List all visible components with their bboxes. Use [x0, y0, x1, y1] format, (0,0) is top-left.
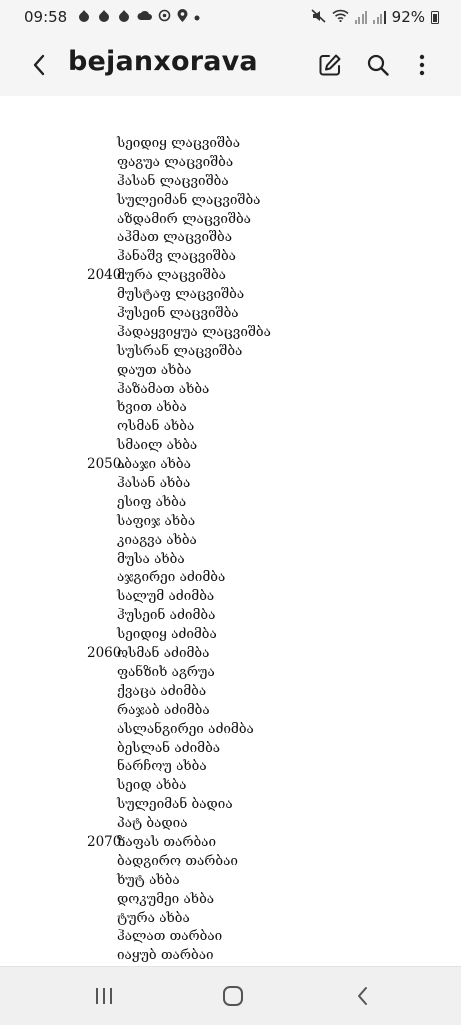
text-line [0, 833, 461, 852]
text-line [0, 323, 461, 342]
line-text: ჰასან ახბა [117, 475, 191, 492]
line-text: რაჯაბ აძიმბა [117, 701, 210, 718]
line-text: ჰასან ლაცვიშბა [117, 172, 229, 189]
text-line [0, 701, 461, 720]
line-text: ესიფ ახბა [117, 493, 187, 510]
dot-icon [194, 11, 200, 24]
line-text: სალუმ აძიმბა [117, 588, 215, 605]
status-left [0, 8, 200, 26]
wifi-icon [332, 9, 349, 25]
edit-icon [317, 52, 343, 78]
line-text: ჰადაყვიყუა ლაცვიშბა [117, 323, 271, 340]
text-line [0, 550, 461, 569]
text-line [0, 776, 461, 795]
line-text: აჯგირეი აძიმბა [117, 569, 226, 586]
text-line [0, 210, 461, 229]
text-line [0, 909, 461, 928]
text-line [0, 720, 461, 739]
line-text: აბაჯი ახბა [117, 456, 191, 473]
search-button[interactable] [361, 48, 395, 82]
chevron-left-icon [31, 53, 47, 77]
line-text: იაყუბ თარბაი [117, 947, 214, 964]
text-line [0, 398, 461, 417]
line-text: ბადგირო თარბაი [117, 852, 238, 869]
text-line [0, 436, 461, 455]
line-text: ფანზიხ აგრუა [117, 663, 215, 680]
mute-icon [311, 9, 326, 26]
back-nav-button[interactable] [347, 981, 377, 1011]
notification-icon [77, 10, 91, 25]
app-bar [0, 34, 461, 97]
line-text: ხუტ ახბა [117, 871, 180, 888]
text-line [0, 172, 461, 191]
line-text: პატ ბადია [117, 815, 188, 832]
text-line [0, 890, 461, 909]
signal-icon [355, 11, 368, 24]
text-line [0, 361, 461, 380]
text-line [0, 663, 461, 682]
text-line [0, 228, 461, 247]
text-line [0, 512, 461, 531]
navigation-bar [0, 966, 461, 1025]
text-lines [0, 134, 461, 965]
line-text: აჰმათ ლაცვიშბა [117, 229, 233, 246]
more-options-button[interactable] [405, 48, 439, 82]
line-text: ქვაცა აძიმბა [117, 682, 207, 699]
text-line [0, 739, 461, 758]
text-line [0, 531, 461, 550]
line-text: ტურა ახბა [117, 909, 190, 926]
text-line [0, 266, 461, 285]
battery-level: 92% [391, 8, 425, 26]
line-number: 2050. [87, 456, 126, 473]
search-icon [366, 53, 390, 77]
text-line [0, 644, 461, 663]
line-text: ნარჩოუ ახბა [117, 758, 207, 775]
text-line [0, 946, 461, 965]
line-text: მურა ლაცვიშბა [117, 267, 226, 284]
text-line [0, 247, 461, 266]
line-text: ზაფას თარბაი [117, 833, 217, 850]
edit-button[interactable] [313, 48, 347, 82]
line-text: სულეიმან ლაცვიშბა [117, 191, 261, 208]
back-icon [355, 985, 369, 1007]
line-text: სუსრან ლაცვიშბა [117, 342, 243, 359]
back-button[interactable] [22, 48, 56, 82]
text-line [0, 568, 461, 587]
line-text: ფაგუა ლაცვიშბა [117, 153, 234, 170]
line-text: ჰუსეინ ლაცვიშბა [117, 305, 239, 322]
line-text: ჰაზამათ ახბა [117, 380, 210, 397]
status-time: 09:58 [24, 8, 68, 26]
recent-apps-button[interactable] [89, 981, 119, 1011]
cloud-icon [137, 10, 152, 24]
text-line [0, 417, 461, 436]
text-line [0, 682, 461, 701]
line-number: 2070. [87, 833, 126, 850]
line-number: 2040. [87, 267, 126, 284]
line-text: კიაგვა ახბა [117, 531, 197, 548]
text-line [0, 474, 461, 493]
line-number: 2060. [87, 645, 126, 662]
line-text: საფიჯ ახბა [117, 512, 196, 529]
text-line [0, 871, 461, 890]
home-icon [222, 985, 244, 1007]
text-line [0, 134, 461, 153]
line-text: მუსტაფ ლაცვიშბა [117, 286, 245, 303]
line-text: ოსმან ახბა [117, 418, 195, 435]
home-button[interactable] [218, 981, 248, 1011]
line-text: სეიდ ახბა [117, 777, 187, 794]
line-text: ჰალათ თარბაი [117, 928, 223, 945]
text-line [0, 927, 461, 946]
text-line [0, 757, 461, 776]
text-line [0, 191, 461, 210]
signal-icon [373, 11, 386, 24]
line-text: სეიდიყ ლაცვიშბა [117, 135, 240, 151]
line-text: ჰუსეინ აძიმბა [117, 607, 216, 624]
line-text: ხვით ახბა [117, 399, 187, 416]
line-text: ოსმან აძიმბა [117, 645, 210, 662]
text-line [0, 625, 461, 644]
status-bar [0, 0, 461, 34]
page-title: bejanxorava [68, 46, 258, 77]
line-text: სულეიმან ბადია [117, 796, 233, 813]
text-line [0, 455, 461, 474]
line-text: მუსა ახბა [117, 550, 185, 567]
text-line [0, 380, 461, 399]
line-text: ბესლან აძიმბა [117, 739, 221, 756]
line-text: ჰანაშვ ლაცვიშბა [117, 248, 236, 265]
text-line [0, 153, 461, 172]
line-text: ასლანგირეი აძიმბა [117, 720, 254, 737]
recent-apps-icon [94, 986, 114, 1006]
status-right [311, 0, 439, 34]
location-icon [177, 9, 188, 25]
text-line [0, 493, 461, 512]
battery-icon [431, 11, 439, 24]
sync-icon [158, 9, 171, 25]
line-text: აზდამირ ლაცვიშბა [117, 210, 251, 227]
notification-icon [117, 10, 131, 25]
text-line [0, 342, 461, 361]
line-text: სეიდიყ აძიმბა [117, 626, 217, 643]
text-line [0, 795, 461, 814]
text-line [0, 814, 461, 833]
more-vertical-icon [418, 53, 426, 77]
line-text: დაუთ ახბა [117, 361, 192, 378]
document-content[interactable] [0, 96, 461, 966]
line-text: დოკუმეი ახბა [117, 890, 215, 907]
text-line [0, 285, 461, 304]
text-line [0, 606, 461, 625]
text-line [0, 587, 461, 606]
notification-icon [97, 10, 111, 25]
text-line [0, 304, 461, 323]
line-text: სმაილ ახბა [117, 437, 198, 454]
text-line [0, 852, 461, 871]
